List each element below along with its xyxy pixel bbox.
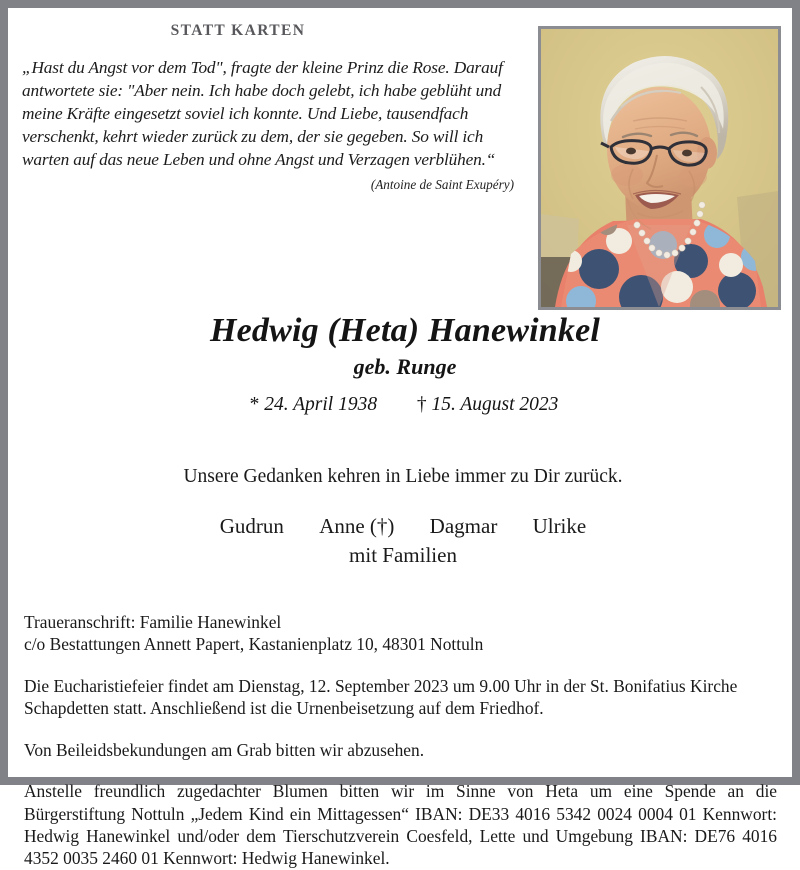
survivor-name: Gudrun — [219, 513, 284, 538]
birth-date: 24. April 1938 — [264, 393, 378, 415]
portrait-photo — [541, 29, 778, 307]
survivors-list — [8, 514, 792, 539]
details-section — [8, 611, 792, 870]
mourning-address-line-1: Traueranschrift: Familie Hanewinkel — [24, 611, 282, 632]
memorial-line: Unsere Gedanken kehren in Liebe immer zu Dir zurück. — [183, 465, 623, 487]
name-block — [8, 312, 792, 416]
statt-karten-heading: STATT KARTEN — [170, 22, 306, 39]
survivors-note: mit Familien — [349, 542, 457, 567]
survivor-name: Ulrike — [532, 513, 587, 538]
memorial-quote: „Hast du Angst vor dem Tod", fragte der kleine Prinz die Rose. Darauf antwortete sie: "Aber nein. Ich habe doch gelebt, ich habe geblüht und meine Kräfte eingesetzt soviel ich konnte. Und Liebe, tausendfach verschenkt, kehrt wieder zurück zu dem, der sie gegeben. So will ich warten auf das neue Leben und ohne Angst und Verzagen verblühen.“ — [22, 58, 503, 169]
service-details: Die Eucharistiefeier findet am Dienstag, 12. September 2023 um 9.00 Uhr in der St. Bonifatius Kirche Schapdetten statt. Anschließend ist die Urnenbeisetzung auf dem Friedhof. — [24, 675, 738, 719]
survivor-name: Dagmar — [429, 513, 498, 538]
quote-column — [8, 8, 538, 193]
mourning-address-line-2: c/o Bestattungen Annett Papert, Kastanienplatz 10, 48301 Nottuln — [24, 634, 484, 655]
maiden-name: geb. Runge — [353, 354, 457, 380]
deceased-name: Hedwig (Heta) Hanewinkel — [209, 312, 601, 349]
death-date: 15. August 2023 — [431, 393, 559, 415]
donation-request: Anstelle freundlich zugedachter Blumen bitten wir im Sinne von Heta um eine Spende an die Bürgerstiftung Nottuln „Jedem Kind ein Mittagessen“ IBAN: DE33 4016 5342 0024 0004 01 Kennwort: Hedwig Hanewinkel und/oder dem Tierschutzverein Coesfeld, Lette und Umgebung IBAN: DE76 4016 4352 0035 2460 01 Kennwort: Hedwig Hanewinkel. — [24, 781, 777, 869]
condolences-note: Von Beileidsbekundungen am Grab bitten wir abzusehen. — [24, 739, 425, 760]
upper-section — [8, 8, 792, 308]
death-symbol: † — [416, 393, 427, 415]
life-dates — [8, 394, 792, 416]
obituary-content — [8, 8, 792, 869]
birth-symbol: * — [249, 393, 260, 415]
quote-attribution: (Antoine de Saint Exupéry) — [370, 177, 514, 192]
survivor-name: Anne (†) — [319, 513, 395, 538]
portrait-frame — [538, 26, 781, 310]
